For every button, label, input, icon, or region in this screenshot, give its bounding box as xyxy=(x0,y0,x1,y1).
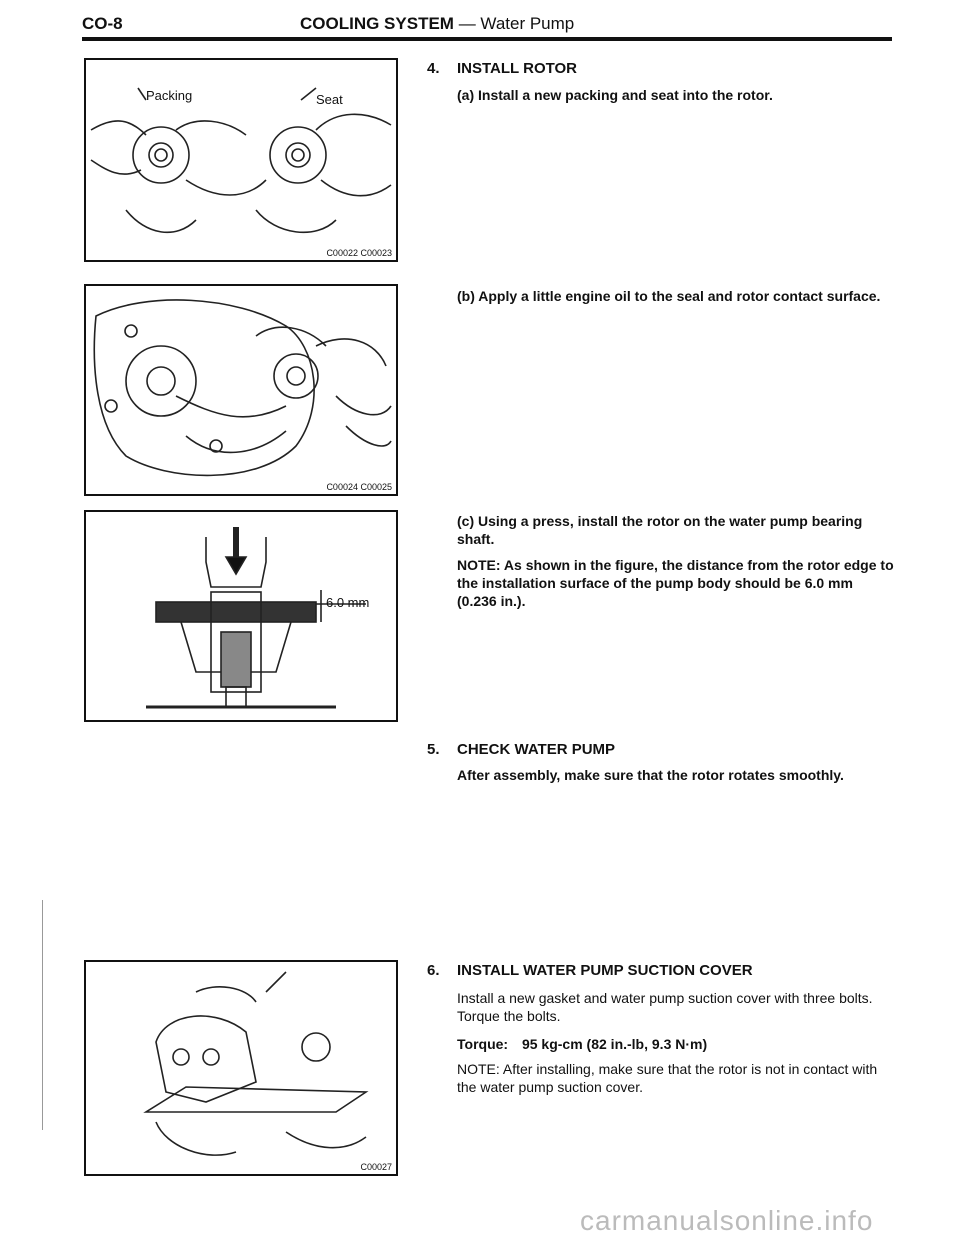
figure-code: C00027 xyxy=(360,1162,392,1172)
figure-oil-rotor-illustration xyxy=(86,286,396,494)
step-number: 5. xyxy=(427,741,440,758)
figure-oil-rotor xyxy=(84,284,398,496)
figure-press-rotor xyxy=(84,510,398,722)
figure-suction-cover xyxy=(84,960,398,1176)
step-6-note: NOTE: After installing, make sure that the rotor is not in contact with the water pump suction cover. xyxy=(457,1061,878,1095)
step-number: 4. xyxy=(427,60,440,77)
step-6-torque xyxy=(457,1035,894,1053)
figure-code: C00024 C00025 xyxy=(326,482,392,492)
figure-label-packing: Packing xyxy=(146,88,193,103)
torque-value: 95 kg-cm (82 in.-lb, 9.3 N·m) xyxy=(521,1036,708,1052)
step-6-text: Install a new gasket and water pump suction cover with three bolts. Torque the bolts. xyxy=(457,990,873,1024)
torque-label: Torque: xyxy=(457,1036,509,1052)
step-number: 6. xyxy=(427,962,440,979)
page-title xyxy=(300,14,574,34)
margin-mark xyxy=(42,900,43,1130)
figure-packing-seat xyxy=(84,58,398,262)
header-rule xyxy=(82,37,892,41)
figure-label-dimension: 6.0 mm xyxy=(326,595,370,610)
step-heading: CHECK WATER PUMP xyxy=(457,741,616,758)
step-4a-text: (a) Install a new packing and seat into the rotor. xyxy=(457,87,773,103)
figure-code: C00022 C00023 xyxy=(326,248,392,258)
page-title-section: COOLING SYSTEM xyxy=(300,14,454,33)
watermark: carmanualsonline.info xyxy=(580,1205,874,1236)
figure-suction-cover-illustration xyxy=(86,962,396,1174)
step-4c-note: NOTE: As shown in the figure, the distance from the rotor edge to the installation surface of the pump body should be 6.0 mm (0.236 in.). xyxy=(457,557,894,609)
page-title-sub: — Water Pump xyxy=(453,14,575,33)
figure-packing-seat-illustration xyxy=(86,60,396,260)
step-heading: INSTALL ROTOR xyxy=(457,60,577,77)
page-code: CO-8 xyxy=(82,14,123,33)
figure-label-seat: Seat xyxy=(316,92,343,107)
step-5-text: After assembly, make sure that the rotor rotates smoothly. xyxy=(457,767,844,783)
step-4b-text: (b) Apply a little engine oil to the seal and rotor contact surface. xyxy=(457,288,881,304)
step-4c-text: (c) Using a press, install the rotor on the water pump bearing shaft. xyxy=(457,513,863,547)
step-heading: INSTALL WATER PUMP SUCTION COVER xyxy=(457,962,753,979)
figure-press-illustration xyxy=(86,512,396,720)
